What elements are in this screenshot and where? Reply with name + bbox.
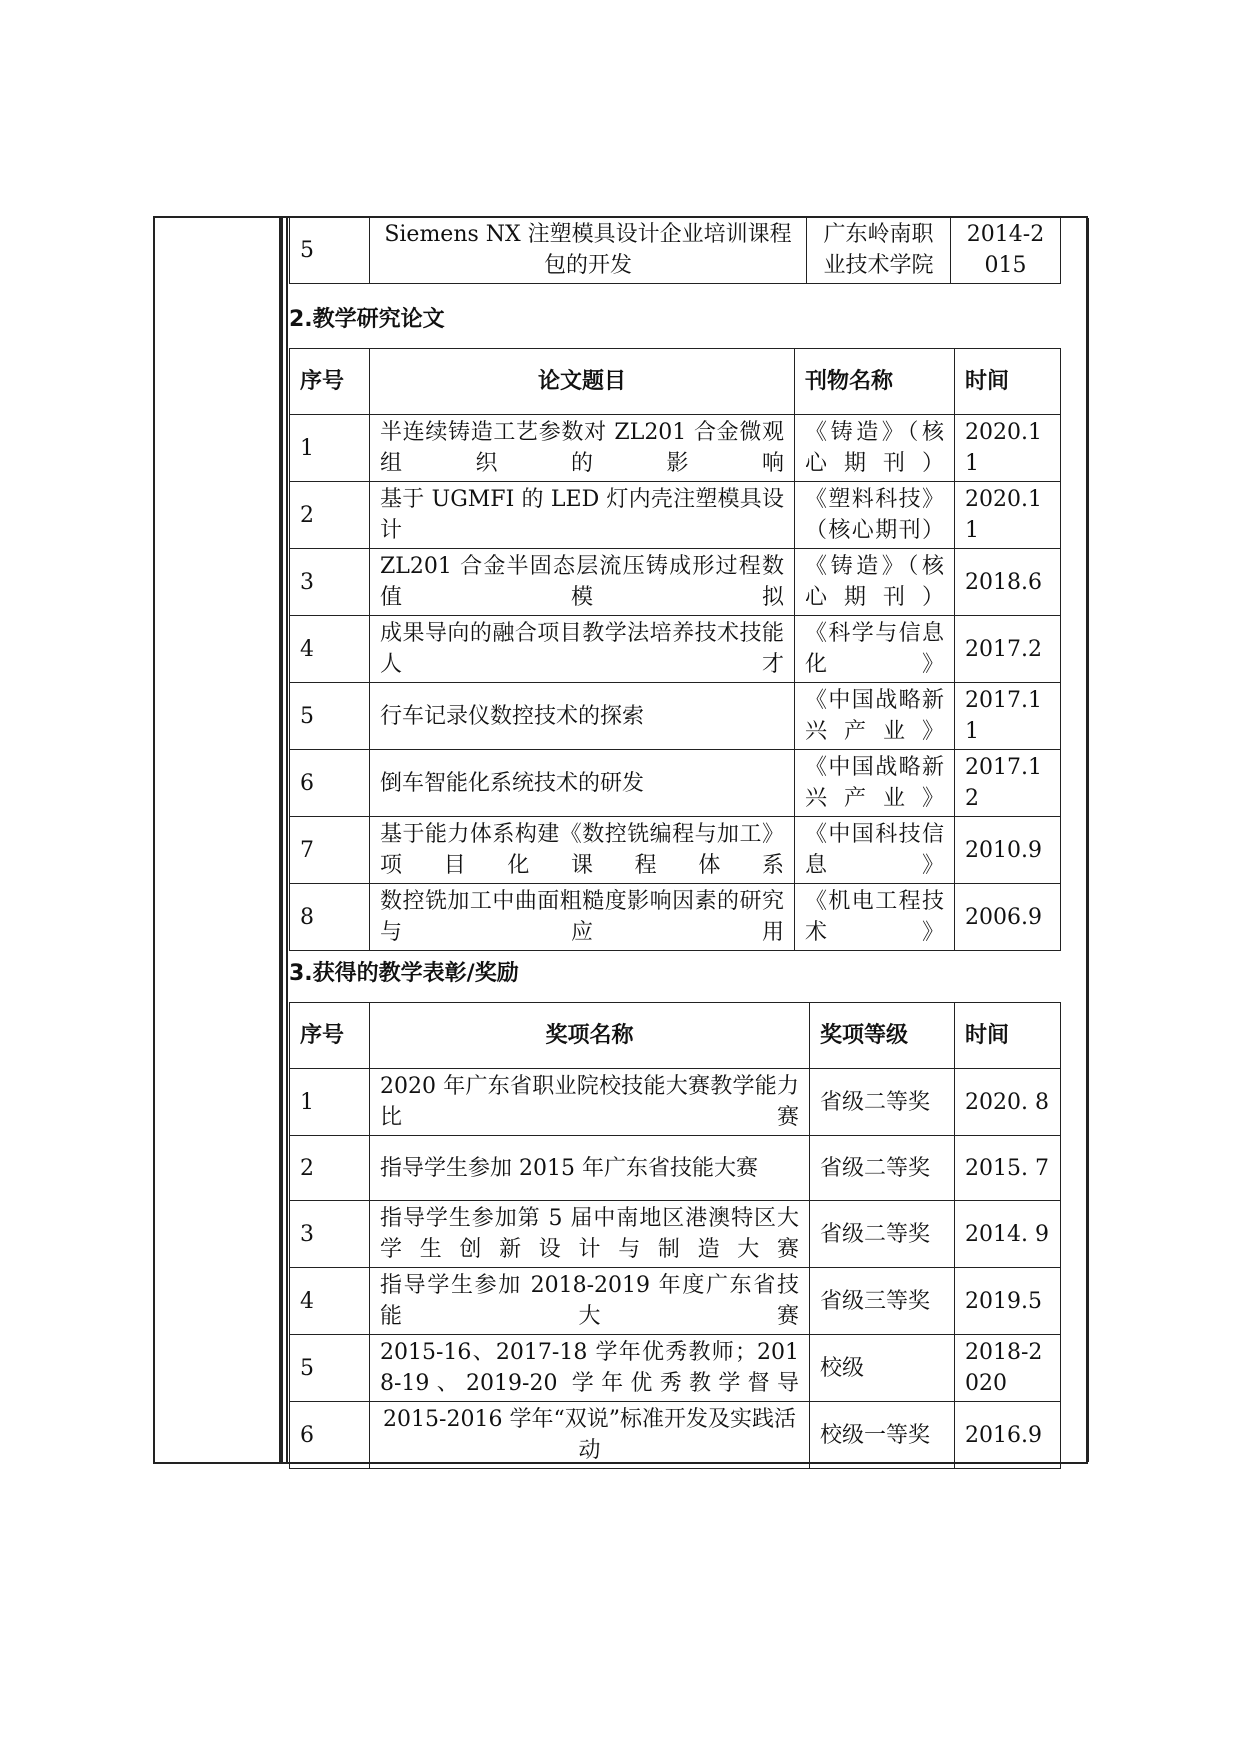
award-level: 省级二等奖 [810, 1069, 955, 1136]
row-no: 4 [290, 616, 370, 683]
paper-journal: 《中国战略新兴产业》 [795, 750, 955, 817]
header-level: 奖项等级 [810, 1003, 955, 1069]
row-no: 1 [290, 415, 370, 482]
project-org: 广东岭南职业技术学院 [807, 217, 951, 284]
award-name: 2015-2016 学年“双说”标准开发及实践活动 [370, 1402, 810, 1469]
column-divider [281, 218, 283, 1462]
paper-time: 2020.11 [955, 482, 1061, 549]
table-header-row [290, 1003, 1061, 1069]
award-name: 指导学生参加 2015 年广东省技能大赛 [370, 1136, 810, 1201]
row-no: 5 [290, 683, 370, 750]
header-journal: 刊物名称 [795, 349, 955, 415]
paper-time: 2017.2 [955, 616, 1061, 683]
paper-title: 数控铣加工中曲面粗糙度影响因素的研究与应用 [370, 884, 795, 951]
paper-journal: 《中国科技信息》 [795, 817, 955, 884]
row-no: 4 [290, 1268, 370, 1335]
row-no: 7 [290, 817, 370, 884]
table-row [290, 884, 1061, 951]
paper-time: 2018.6 [955, 549, 1061, 616]
award-name: 2015-16、2017-18 学年优秀教师；2018-19、2019-20 学年优秀教学督导 [370, 1335, 810, 1402]
award-name: 2020 年广东省职业院校技能大赛教学能力比赛 [370, 1069, 810, 1136]
section-title-papers: 2.教学研究论文 [289, 307, 445, 332]
header-name: 奖项名称 [370, 1003, 810, 1069]
row-no: 5 [290, 1335, 370, 1402]
table-row [290, 482, 1061, 549]
paper-time: 2017.11 [955, 683, 1061, 750]
row-no: 6 [290, 1402, 370, 1469]
table-header-row [290, 349, 1061, 415]
column-divider [286, 218, 288, 1462]
table-row [290, 1201, 1061, 1268]
paper-title: 成果导向的融合项目教学法培养技术技能人才 [370, 616, 795, 683]
award-time: 2016.9 [955, 1402, 1061, 1469]
table-row [290, 1268, 1061, 1335]
award-level: 省级二等奖 [810, 1136, 955, 1201]
table-row [290, 415, 1061, 482]
award-name: 指导学生参加第 5 届中南地区港澳特区大学生创新设计与制造大赛 [370, 1201, 810, 1268]
row-no: 3 [290, 1201, 370, 1268]
project-table [289, 216, 1061, 284]
paper-title: 行车记录仪数控技术的探索 [370, 683, 795, 750]
award-name: 指导学生参加 2018-2019 年度广东省技能大赛 [370, 1268, 810, 1335]
table-row [290, 1335, 1061, 1402]
table-row [290, 1069, 1061, 1136]
paper-time: 2006.9 [955, 884, 1061, 951]
paper-title: 倒车智能化系统技术的研发 [370, 750, 795, 817]
paper-time: 2020.11 [955, 415, 1061, 482]
row-no: 8 [290, 884, 370, 951]
paper-journal: 《铸造》（核心期刊） [795, 415, 955, 482]
column-divider [1087, 218, 1089, 1462]
table-row [290, 750, 1061, 817]
header-no: 序号 [290, 349, 370, 415]
award-level: 校级 [810, 1335, 955, 1402]
table-row [290, 549, 1061, 616]
header-time: 时间 [955, 1003, 1061, 1069]
table-row [290, 616, 1061, 683]
award-time: 2014. 9 [955, 1201, 1061, 1268]
table-row [290, 817, 1061, 884]
section-title-awards: 3.获得的教学表彰/奖励 [289, 961, 519, 986]
row-no: 2 [290, 482, 370, 549]
table-row [290, 1402, 1061, 1469]
header-time: 时间 [955, 349, 1061, 415]
row-no: 2 [290, 1136, 370, 1201]
row-no: 5 [290, 217, 370, 284]
paper-time: 2010.9 [955, 817, 1061, 884]
paper-time: 2017.12 [955, 750, 1061, 817]
awards-table [289, 1002, 1061, 1469]
award-level: 校级一等奖 [810, 1402, 955, 1469]
paper-journal: 《中国战略新兴产业》 [795, 683, 955, 750]
paper-journal: 《科学与信息化》 [795, 616, 955, 683]
award-time: 2018-2020 [955, 1335, 1061, 1402]
paper-journal: 《塑料科技》（核心期刊） [795, 482, 955, 549]
table-row [290, 1136, 1061, 1201]
paper-journal: 《机电工程技术》 [795, 884, 955, 951]
header-title: 论文题目 [370, 349, 795, 415]
award-time: 2020. 8 [955, 1069, 1061, 1136]
row-no: 6 [290, 750, 370, 817]
row-no: 1 [290, 1069, 370, 1136]
award-level: 省级二等奖 [810, 1201, 955, 1268]
paper-title: 基于能力体系构建《数控铣编程与加工》项目化课程体系 [370, 817, 795, 884]
paper-title: ZL201 合金半固态层流压铸成形过程数值模拟 [370, 549, 795, 616]
award-time: 2015. 7 [955, 1136, 1061, 1201]
papers-table [289, 348, 1061, 951]
table-row [290, 217, 1061, 284]
paper-journal: 《铸造》（核心期刊） [795, 549, 955, 616]
project-title: Siemens NX 注塑模具设计企业培训课程包的开发 [370, 217, 807, 284]
paper-title: 半连续铸造工艺参数对 ZL201 合金微观组织的影响 [370, 415, 795, 482]
table-row [290, 683, 1061, 750]
header-no: 序号 [290, 1003, 370, 1069]
award-time: 2019.5 [955, 1268, 1061, 1335]
paper-title: 基于 UGMFI 的 LED 灯内壳注塑模具设计 [370, 482, 795, 549]
project-time: 2014-2015 [951, 217, 1061, 284]
award-level: 省级三等奖 [810, 1268, 955, 1335]
row-no: 3 [290, 549, 370, 616]
